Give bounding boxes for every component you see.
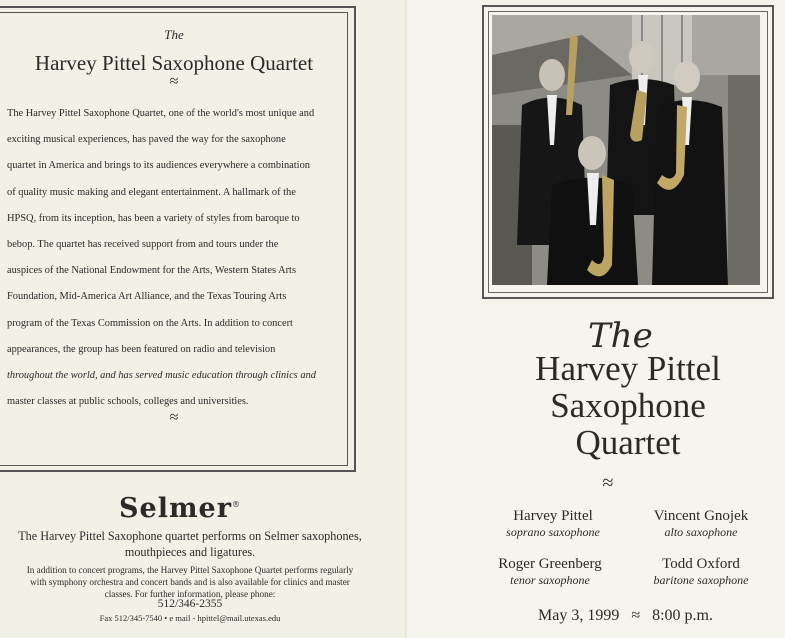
body-line: appearances, the group has been featured on radio and television <box>7 343 276 355</box>
right-panel <box>408 0 785 638</box>
body-line: bebop. The quartet has received support from and tours under the <box>7 239 279 251</box>
box-the: The <box>164 27 184 42</box>
selmer-logo <box>0 493 360 524</box>
member-instrument: alto saxophone <box>664 525 738 539</box>
body-line: quartet in America and brings to its audiences everywhere a combination <box>7 160 310 172</box>
photo-frame <box>482 5 774 299</box>
description-text <box>7 101 335 415</box>
selmer-note-line: The Harvey Pittel Saxophone quartet performs on Selmer saxophones, <box>18 529 362 543</box>
selmer-note-line: mouthpieces and ligatures. <box>124 545 256 559</box>
contact-info <box>0 564 380 600</box>
contact-line: In addition to concert programs, the Harvey Pittel Saxophone Quartet performs regularly <box>26 565 354 575</box>
body-line: exciting musical experiences, has paved the way for the saxophone <box>7 134 286 146</box>
main-title <box>478 350 778 461</box>
performance-time: 8:00 p.m. <box>652 607 713 624</box>
member-name: Roger Greenberg <box>498 556 602 572</box>
contact-line: with symphony orchestra and concert bands and is also available for clinics and master <box>30 577 350 587</box>
date-separator: ≈ <box>631 607 641 624</box>
ornament-bottom: ≈ <box>169 409 179 426</box>
member-name: Vincent Gnojek <box>653 508 749 524</box>
performance-date: May 3, 1999 <box>538 607 620 624</box>
ornament-top: ≈ <box>169 73 179 90</box>
member-instrument: soprano saxophone <box>506 525 600 539</box>
registered-mark: ® <box>231 500 241 509</box>
selmer-logo-text: Selmer <box>119 493 232 524</box>
member-instrument: tenor saxophone <box>510 573 590 587</box>
member-name: Todd Oxford <box>662 556 740 572</box>
body-line: of quality music making and elegant entertainment. A hallmark of the <box>7 186 296 198</box>
description-box <box>0 6 356 472</box>
body-line: throughout the world, and has served music education through clinics and <box>7 370 316 382</box>
fax-email: Fax 512/345-7540 • e mail - hpittel@mail.utexas.edu <box>99 613 281 623</box>
body-line: auspices of the National Endowment for the Arts, Western States Arts <box>7 265 296 277</box>
member-card <box>616 508 785 540</box>
body-line: program of the Texas Commission on the Arts. In addition to concert <box>7 317 293 329</box>
title-line: Saxophone <box>550 386 706 425</box>
body-line: Foundation, Mid-America Art Alliance, and the Texas Touring Arts <box>7 291 287 303</box>
title-line: Quartet <box>575 423 681 462</box>
description-box-inner <box>0 12 348 466</box>
selmer-note <box>0 528 380 560</box>
body-line: master classes at public schools, colleges and universities. <box>7 396 249 408</box>
member-name: Harvey Pittel <box>513 508 593 524</box>
body-line: HPSQ, from its inception, has been a variety of styles from baroque to <box>7 212 300 224</box>
box-title: Harvey Pittel Saxophone Quartet <box>34 51 314 75</box>
title-the: The <box>588 316 653 356</box>
member-card <box>468 508 638 540</box>
phone-number: 512/346-2355 <box>157 598 223 610</box>
title-line: Harvey Pittel <box>535 349 721 388</box>
quartet-photo <box>492 15 760 285</box>
title-ornament: ≈ <box>602 472 614 494</box>
contact-line: classes. For further information, please phone: <box>104 589 276 599</box>
member-instrument: baritone saxophone <box>653 573 749 587</box>
member-card <box>616 556 785 588</box>
quartet-photo-image <box>492 15 760 285</box>
member-card <box>465 556 635 588</box>
body-line: The Harvey Pittel Saxophone Quartet, one of the world's most unique and <box>7 108 315 119</box>
performance-date-time <box>538 607 785 625</box>
